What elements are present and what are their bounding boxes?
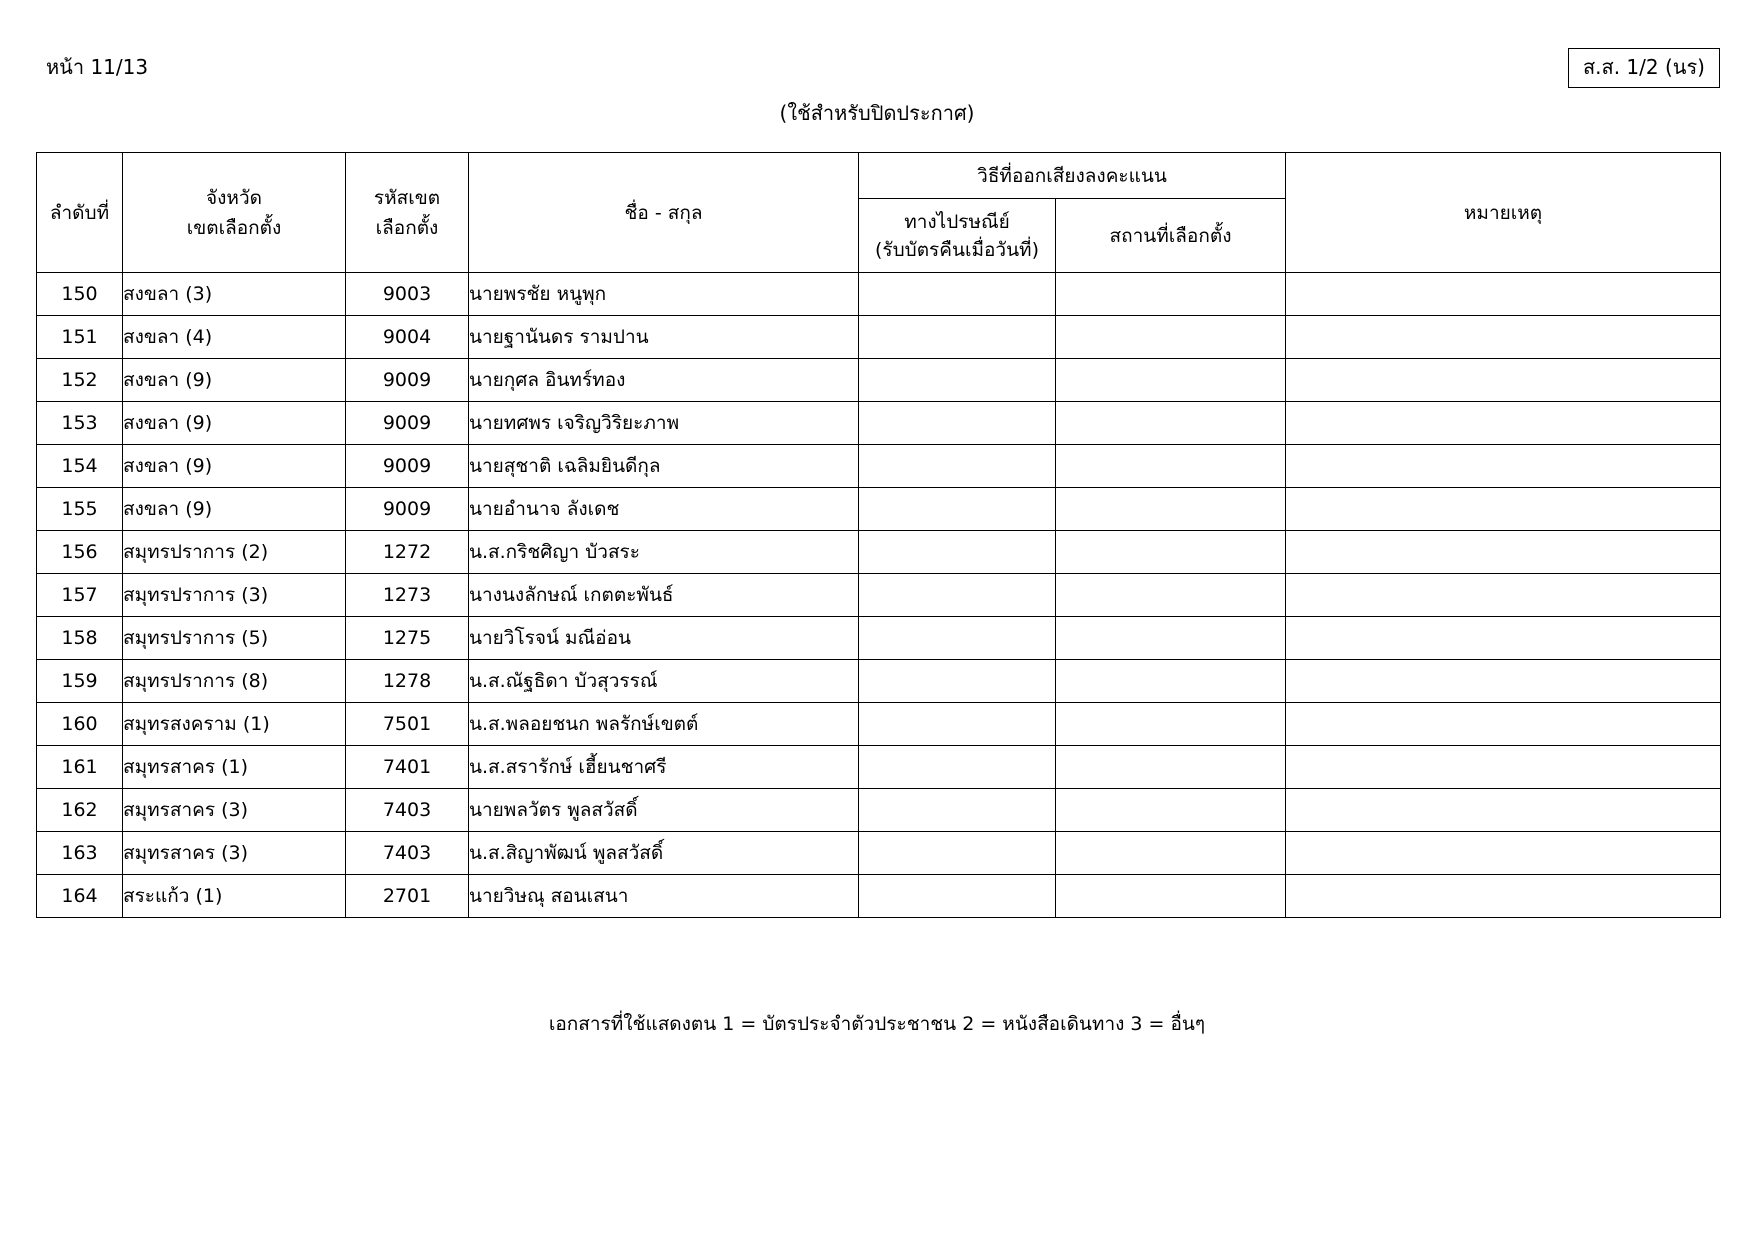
cell-code: 9009 [346,445,469,488]
cell-by-post [859,660,1056,703]
cell-province: สมุทรปราการ (2) [123,531,346,574]
cell-remark [1286,574,1721,617]
cell-name: นางนงลักษณ์ เกตตะพันธ์ [469,574,859,617]
cell-at-place [1056,488,1286,531]
cell-at-place [1056,316,1286,359]
cell-name: นายอำนาจ ลังเดช [469,488,859,531]
cell-seq: 151 [37,316,123,359]
cell-name: น.ส.สรารักษ์ เฮี้ยนชาศรี [469,746,859,789]
table-row [37,746,1721,789]
cell-at-place [1056,617,1286,660]
cell-province: สงขลา (4) [123,316,346,359]
cell-province: สมุทรปราการ (8) [123,660,346,703]
cell-at-place [1056,359,1286,402]
cell-remark [1286,703,1721,746]
column-header-by-post: ทางไปรษณีย์ (รับบัตรคืนเมื่อวันที่) [859,199,1056,273]
column-header-at-polling-station: สถานที่เลือกตั้ง [1056,199,1286,273]
table-row [37,445,1721,488]
cell-name: นายทศพร เจริญวิริยะภาพ [469,402,859,445]
cell-by-post [859,574,1056,617]
cell-province: สงขลา (9) [123,359,346,402]
column-header-seq: ลำดับที่ [37,153,123,273]
cell-at-place [1056,445,1286,488]
candidates-table [36,152,1721,918]
cell-by-post [859,316,1056,359]
cell-remark [1286,316,1721,359]
cell-code: 9003 [346,273,469,316]
cell-code: 7401 [346,746,469,789]
table-row [37,574,1721,617]
cell-remark [1286,746,1721,789]
cell-remark [1286,660,1721,703]
cell-seq: 159 [37,660,123,703]
table-row [37,359,1721,402]
cell-seq: 158 [37,617,123,660]
cell-name: นายฐานันดร รามปาน [469,316,859,359]
cell-name: นายพรชัย หนูพุก [469,273,859,316]
table-row [37,273,1721,316]
cell-at-place [1056,875,1286,918]
cell-code: 7403 [346,832,469,875]
cell-code: 7501 [346,703,469,746]
cell-remark [1286,832,1721,875]
table-row [37,875,1721,918]
cell-province: สงขลา (3) [123,273,346,316]
cell-seq: 157 [37,574,123,617]
document-subtitle: (ใช้สำหรับปิดประกาศ) [779,101,975,125]
cell-by-post [859,488,1056,531]
cell-code: 1278 [346,660,469,703]
cell-remark [1286,402,1721,445]
cell-name: น.ส.ณัฐธิดา บัวสุวรรณ์ [469,660,859,703]
cell-province: สมุทรสาคร (3) [123,789,346,832]
cell-at-place [1056,789,1286,832]
cell-remark [1286,617,1721,660]
cell-seq: 164 [37,875,123,918]
candidates-table-wrapper [36,152,1720,918]
table-row [37,316,1721,359]
table-body [37,273,1721,918]
cell-name: นายสุชาติ เฉลิมยินดีกุล [469,445,859,488]
cell-by-post [859,703,1056,746]
table-header-row-1 [37,153,1721,199]
cell-remark [1286,273,1721,316]
cell-code: 9009 [346,359,469,402]
cell-seq: 152 [37,359,123,402]
cell-by-post [859,531,1056,574]
cell-province: สมุทรสาคร (1) [123,746,346,789]
cell-seq: 150 [37,273,123,316]
cell-at-place [1056,273,1286,316]
cell-name: นายวิษณุ สอนเสนา [469,875,859,918]
cell-code: 1272 [346,531,469,574]
table-row [37,703,1721,746]
column-header-voting-method: วิธีที่ออกเสียงลงคะแนน [859,153,1286,199]
cell-province: สมุทรสงคราม (1) [123,703,346,746]
cell-code: 1275 [346,617,469,660]
cell-code: 9009 [346,402,469,445]
cell-remark [1286,875,1721,918]
table-row [37,402,1721,445]
cell-at-place [1056,574,1286,617]
cell-at-place [1056,660,1286,703]
cell-province: สมุทรสาคร (3) [123,832,346,875]
table-row [37,531,1721,574]
cell-seq: 162 [37,789,123,832]
column-header-name: ชื่อ - สกุล [469,153,859,273]
cell-by-post [859,359,1056,402]
cell-at-place [1056,703,1286,746]
cell-at-place [1056,746,1286,789]
cell-seq: 163 [37,832,123,875]
cell-name: น.ส.พลอยชนก พลรักษ์เขตต์ [469,703,859,746]
form-code-box: ส.ส. 1/2 (นร) [1568,48,1720,88]
table-row [37,660,1721,703]
cell-code: 2701 [346,875,469,918]
table-row [37,789,1721,832]
cell-remark [1286,531,1721,574]
column-header-province: จังหวัด เขตเลือกตั้ง [123,153,346,273]
cell-at-place [1056,832,1286,875]
cell-name: นายพลวัตร พูลสวัสดิ์ [469,789,859,832]
cell-name: นายวิโรจน์ มณีอ่อน [469,617,859,660]
cell-by-post [859,832,1056,875]
cell-name: น.ส.กริชศิญา บัวสระ [469,531,859,574]
table-row [37,488,1721,531]
cell-code: 9004 [346,316,469,359]
cell-by-post [859,273,1056,316]
cell-remark [1286,488,1721,531]
cell-seq: 155 [37,488,123,531]
cell-code: 7403 [346,789,469,832]
table-row [37,832,1721,875]
cell-province: สมุทรปราการ (5) [123,617,346,660]
cell-name: น.ส.สิญาพัฒน์ พูลสวัสดิ์ [469,832,859,875]
cell-remark [1286,445,1721,488]
cell-by-post [859,875,1056,918]
cell-by-post [859,746,1056,789]
cell-province: สงขลา (9) [123,402,346,445]
table-row [37,617,1721,660]
cell-remark [1286,789,1721,832]
column-header-district-code: รหัสเขต เลือกตั้ง [346,153,469,273]
cell-by-post [859,789,1056,832]
cell-name: นายกุศล อินทร์ทอง [469,359,859,402]
cell-seq: 160 [37,703,123,746]
column-header-remark: หมายเหตุ [1286,153,1721,273]
cell-by-post [859,402,1056,445]
cell-province: สงขลา (9) [123,445,346,488]
cell-code: 1273 [346,574,469,617]
cell-at-place [1056,402,1286,445]
cell-province: สมุทรปราการ (3) [123,574,346,617]
cell-seq: 153 [37,402,123,445]
cell-by-post [859,617,1056,660]
footer-note: เอกสารที่ใช้แสดงตน 1 = บัตรประจำตัวประชาชน 2 = หนังสือเดินทาง 3 = อื่นๆ [548,1013,1206,1035]
cell-code: 9009 [346,488,469,531]
cell-remark [1286,359,1721,402]
cell-seq: 154 [37,445,123,488]
cell-seq: 161 [37,746,123,789]
table-head [37,153,1721,273]
cell-seq: 156 [37,531,123,574]
cell-province: สงขลา (9) [123,488,346,531]
page-header [0,48,1754,94]
cell-by-post [859,445,1056,488]
cell-at-place [1056,531,1286,574]
page-number-label: หน้า 11/13 [46,55,149,79]
cell-province: สระแก้ว (1) [123,875,346,918]
